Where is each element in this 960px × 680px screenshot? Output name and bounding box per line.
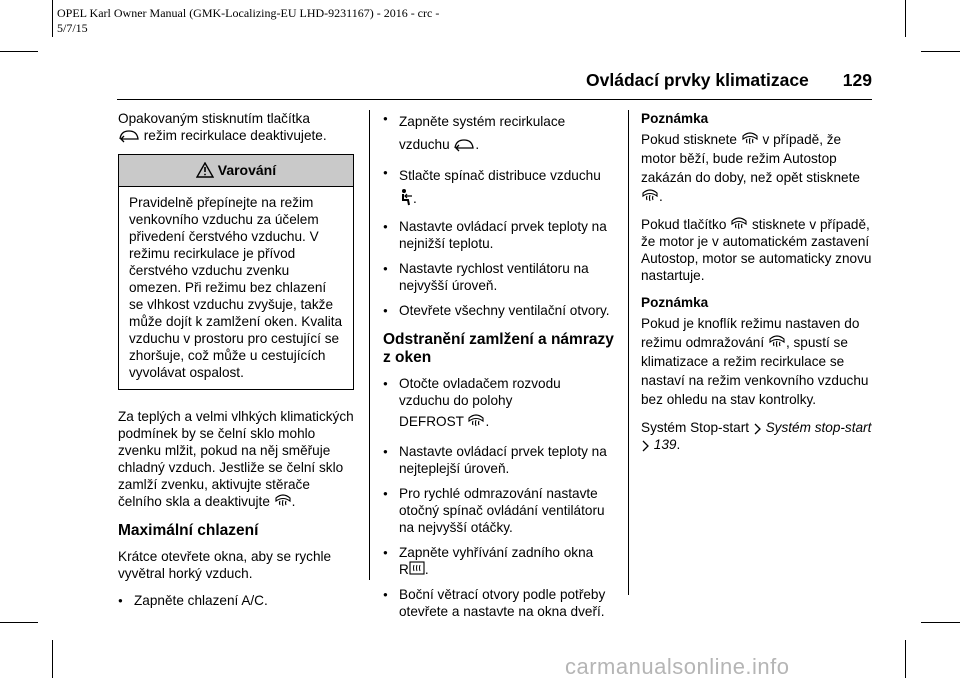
section-heading: Maximální chlazení: [118, 522, 259, 539]
note-title: Poznámka: [641, 295, 709, 310]
crop-mark: [921, 622, 960, 623]
column-divider: [369, 110, 370, 580]
page-number: 129: [842, 70, 872, 90]
defrost-icon: [741, 131, 759, 147]
reference-arrow-icon: [753, 423, 762, 435]
print-metadata: [57, 6, 439, 36]
defrost-icon: [467, 413, 485, 429]
text: stisknete v případě, že motor je v automatickém zastavení Autostop, motor se automaticky znovu nastartuje.: [641, 217, 872, 283]
crop-mark: [905, 640, 906, 678]
metadata-line: OPEL Karl Owner Manual (GMK-Localizing-EU LHD-9231167) - 2016 - crc -: [57, 6, 440, 20]
text: .: [291, 494, 296, 509]
defrost-icon: [768, 334, 786, 350]
text: režim recirkulace deaktivujete.: [143, 128, 327, 143]
note-title: Poznámka: [641, 111, 709, 126]
cross-reference[interactable]: [641, 419, 877, 453]
defrost-icon: [274, 493, 292, 509]
text: v případě, že motor běží, bude režim Autostop zakázán do doby, než opět stisknete: [641, 132, 860, 185]
list-item: [383, 164, 615, 210]
link-text: Systém stop-start: [765, 420, 872, 435]
crop-mark: [921, 51, 960, 52]
list-item: [383, 375, 615, 435]
recirculation-icon: [453, 138, 475, 152]
text: .: [676, 437, 681, 452]
text: R: [399, 562, 409, 577]
paragraph: [118, 110, 354, 144]
text: Stlačte spínač distribuce vzduchu: [399, 168, 601, 183]
list-item: ● Otevřete všechny ventilační otvory.: [383, 302, 615, 319]
column-divider: [628, 110, 629, 595]
paragraph: [641, 216, 877, 284]
text: Otočte ovladačem rozvodu vzduchu do polohy: [399, 376, 561, 408]
text: Pokud je knoflík režimu nastaven do režimu odmražování: [641, 316, 860, 350]
column-3: [641, 110, 877, 463]
paragraph: [118, 408, 354, 510]
crop-mark: [0, 51, 38, 52]
warning-title: Varování: [217, 162, 277, 178]
text: .: [424, 562, 429, 577]
text: .: [413, 191, 417, 206]
note-text: [641, 314, 877, 409]
list-item: ● Boční větrací otvory podle potřeby otevřete a nastavte na okna dveří.: [383, 586, 615, 620]
text: DEFROST: [399, 414, 464, 429]
list-item: ● Nastavte ovládací prvek teploty na nejteplejší úroveň.: [383, 443, 615, 477]
warning-text: Pravidelně přepínejte na režim venkovního vzduchu za účelem přivedení čerstvého vzduchu. V režimu recirkulace je přívod čerstvého vzduchu zvenku omezen. Při režimu bez chlazení se vlhkost vzduchu zvyšuje, takže může dojít k zamlžení oken. Kvalita vzduchu v prostoru pro cestující se zhoršuje, což může u cestujících vyvolávat ospalost.: [129, 195, 343, 380]
column-1: [118, 110, 354, 617]
text: Zapněte systém recirkulace vzduchu: [399, 114, 566, 152]
list-item: [383, 110, 615, 156]
text: Pokud tlačítko: [641, 217, 727, 232]
text: , spustí se klimatizace a režim recirkulace se nastaví na režim venkovního vzduchu bez ohledu na stav kontrolky.: [641, 335, 869, 407]
metadata-date: 5/7/15: [57, 21, 88, 35]
defrost-icon: [730, 216, 748, 232]
crop-mark: [905, 0, 906, 37]
reference-arrow-icon: [641, 440, 650, 452]
crop-mark: [0, 622, 38, 623]
page-reference: 139: [653, 437, 677, 452]
text: .: [485, 414, 490, 429]
column-2: [383, 110, 615, 628]
warning-triangle-icon: [196, 162, 214, 178]
text: .: [475, 137, 480, 152]
text: Za teplých a velmi vlhkých klimatických podmínek by se čelní sklo mohlo zvenku mlžit, pokud na něj směřuje chladný vzduch. Jestliže se čelní sklo zamlží zvenku, aktivujte stěrače čelního skla a deaktivujte: [118, 409, 354, 509]
text: Opakovaným stisknutím tlačítka: [118, 111, 310, 126]
list-item: ● Zapněte chlazení A/C.: [118, 592, 354, 609]
paragraph: Krátce otevřete okna, aby se rychle vyvětral horký vzduch.: [118, 549, 332, 581]
warning-header: [119, 155, 353, 187]
list-item: [383, 544, 615, 578]
section-heading: Odstranění zamlžení a námrazy z oken: [383, 331, 614, 366]
recirculation-icon: [118, 129, 140, 143]
section-title: Ovládací prvky klimatizace: [586, 70, 809, 90]
list-item: ● Pro rychlé odmrazování nastavte otočný spínač ovládání ventilátoru na nejvyšší otáčky.: [383, 485, 615, 536]
text: Pokud stisknete: [641, 132, 737, 147]
text: Zapněte vyhřívání zadního okna: [399, 545, 594, 560]
running-header: [586, 70, 872, 91]
text: Systém Stop-start: [641, 420, 750, 435]
note-text: [641, 130, 877, 206]
crop-mark: [52, 640, 53, 678]
text: .: [659, 189, 663, 204]
crop-mark: [52, 0, 53, 37]
list-item: ● Nastavte rychlost ventilátoru na nejvyšší úroveň.: [383, 260, 615, 294]
rear-window-heat-icon: [409, 561, 425, 577]
watermark: carmanualsonline.info: [565, 654, 790, 679]
vent-distribution-icon: [399, 188, 413, 206]
warning-box: [118, 154, 354, 390]
defrost-icon: [641, 188, 659, 204]
list-item: ● Nastavte ovládací prvek teploty na nejnižší teplotu.: [383, 218, 615, 252]
header-rule: [117, 99, 872, 100]
